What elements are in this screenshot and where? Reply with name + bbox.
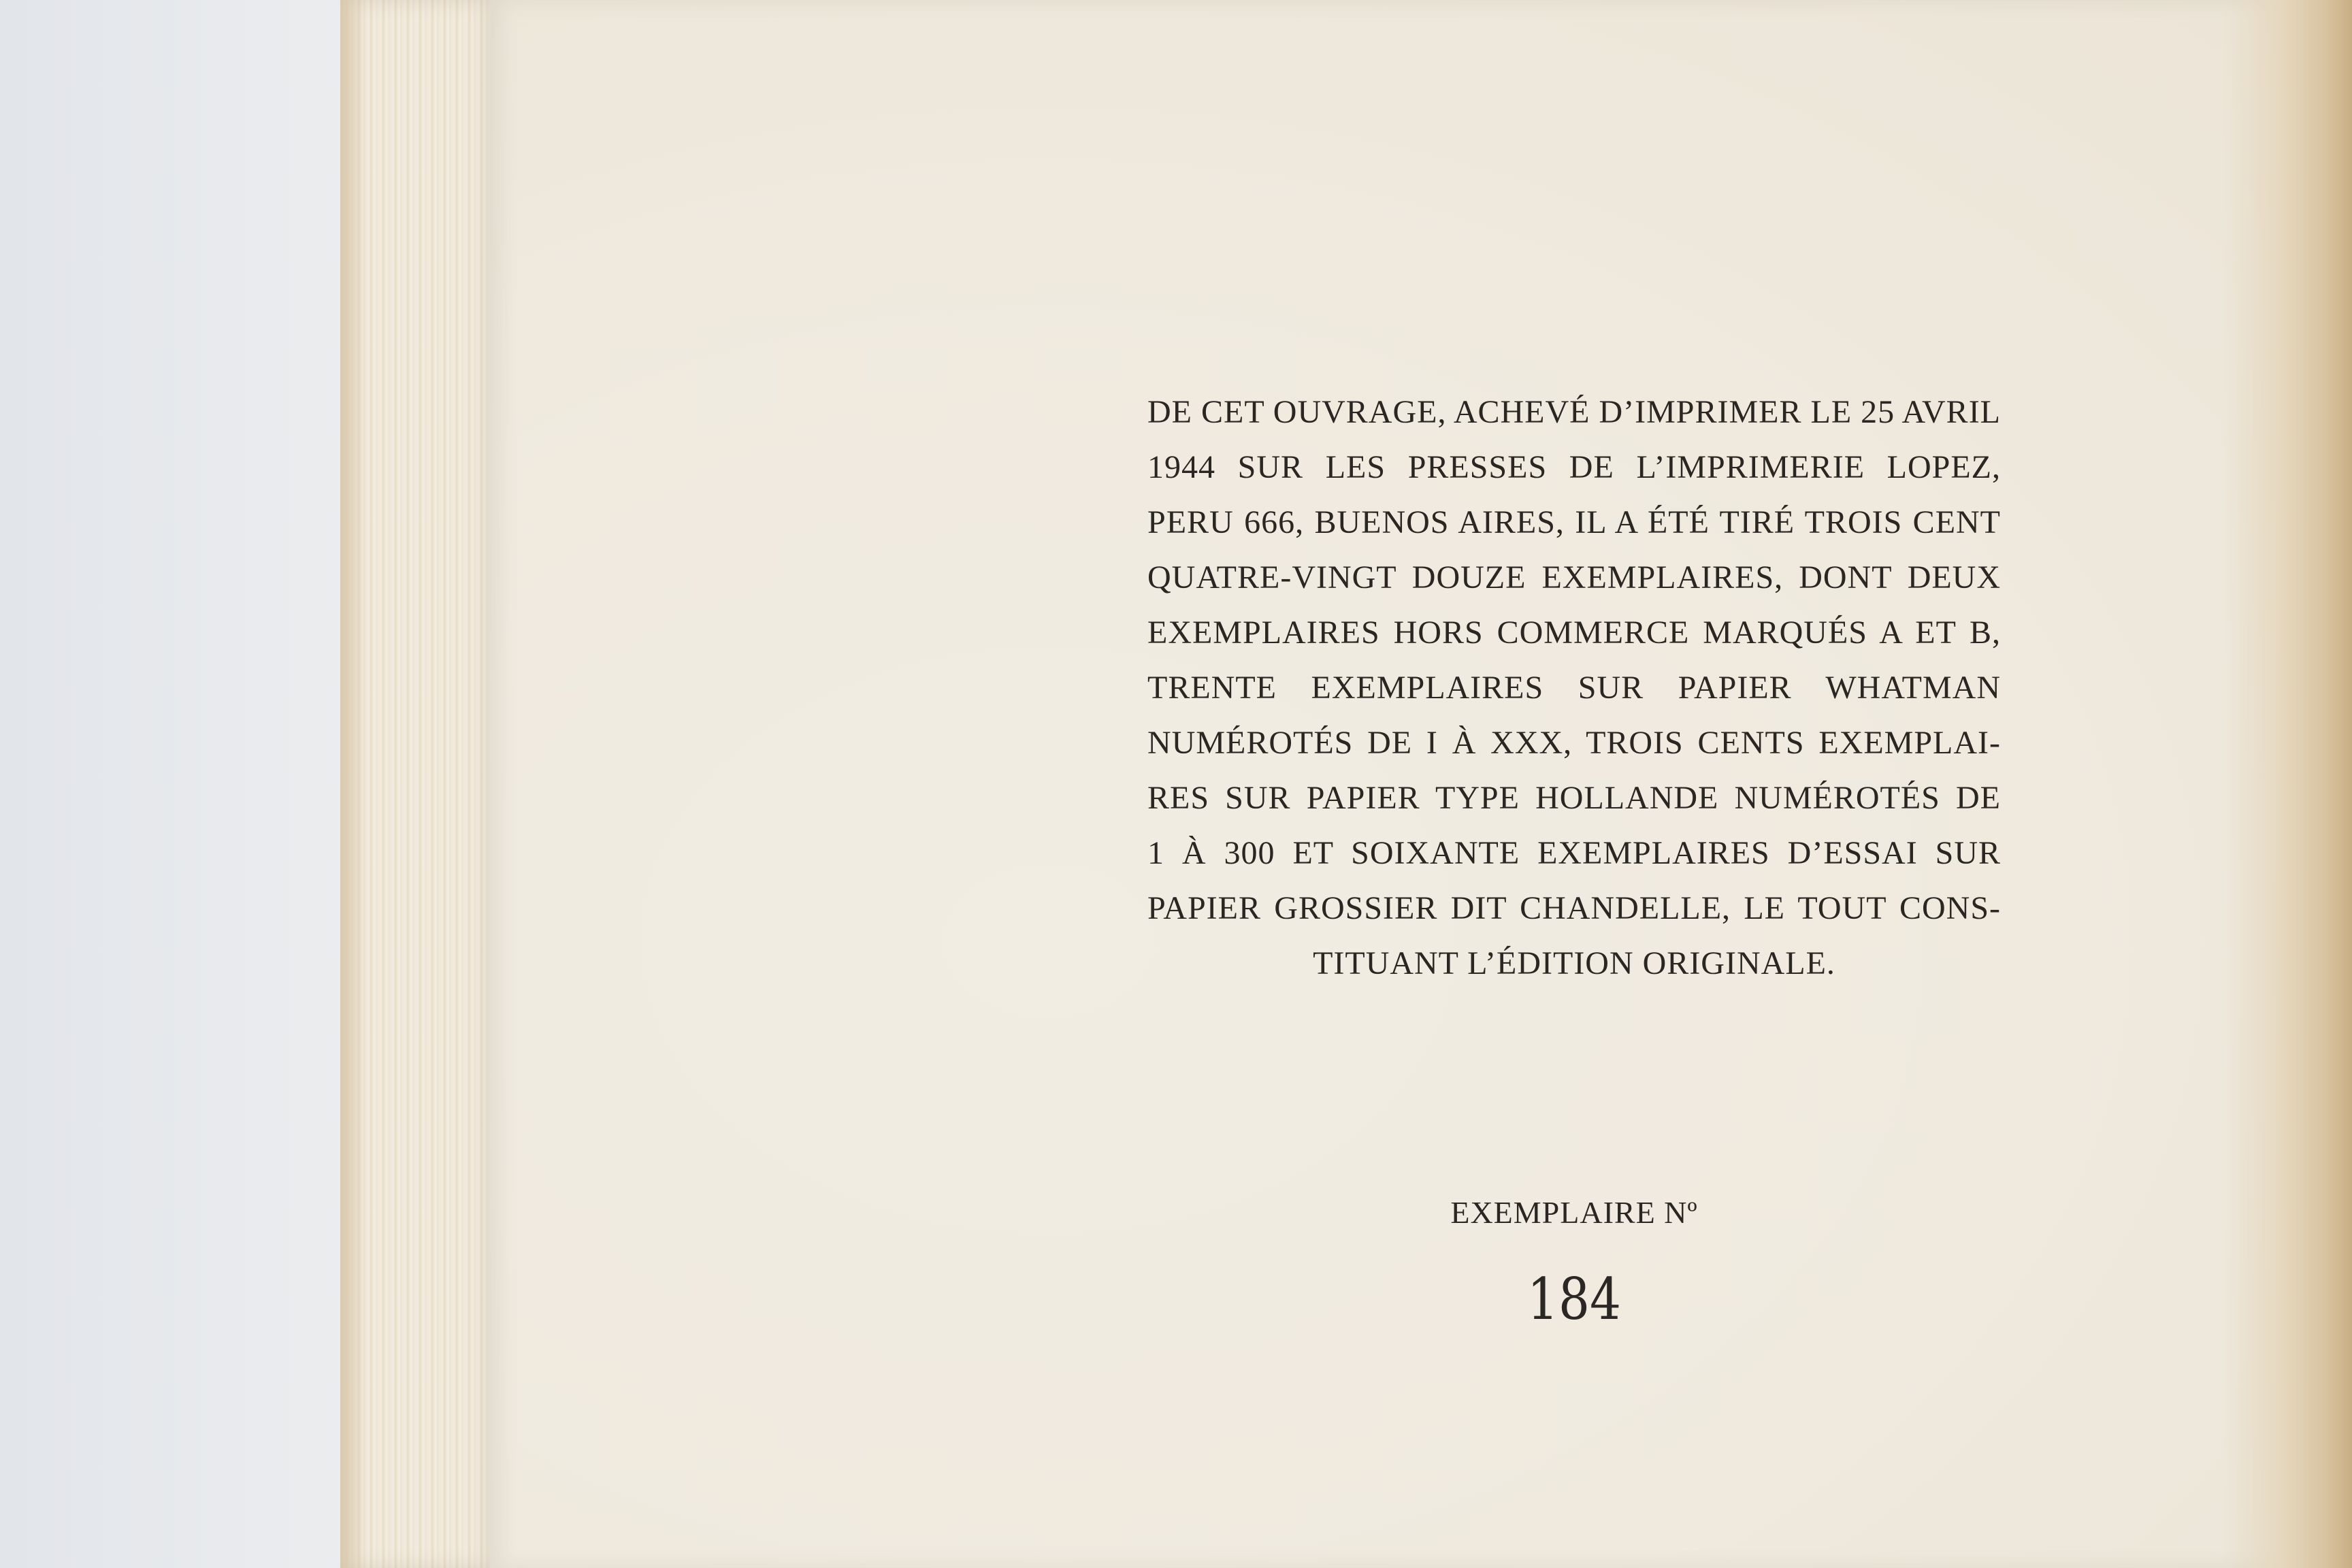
colophon-line: 1 À 300 ET SOIXANTE EXEMPLAIRES D’ESSAI SUR xyxy=(1147,835,2001,871)
page-gutter xyxy=(2223,0,2352,1568)
colophon-line: TRENTE EXEMPLAIRES SUR PAPIER WHATMAN xyxy=(1147,670,2001,706)
colophon-line: TITUANT L’ÉDITION ORIGINALE. xyxy=(1313,945,1835,981)
copy-number-label: EXEMPLAIRE Nº xyxy=(1450,1195,1698,1230)
colophon-line: QUATRE-VINGT DOUZE EXEMPLAIRES, DONT DEUX xyxy=(1147,559,2001,595)
background xyxy=(0,0,381,1568)
colophon-line: PAPIER GROSSIER DIT CHANDELLE, LE TOUT CONS- xyxy=(1147,890,2001,926)
colophon-line: EXEMPLAIRES HORS COMMERCE MARQUÉS A ET B, xyxy=(1147,615,2001,651)
page-edges xyxy=(340,0,497,1568)
colophon-line: RES SUR PAPIER TYPE HOLLANDE NUMÉROTÉS DE xyxy=(1147,780,2001,816)
colophon-line: 1944 SUR LES PRESSES DE L’IMPRIMERIE LOPEZ, xyxy=(1147,449,2001,485)
copy-number: 184 xyxy=(1527,1266,1621,1333)
colophon-line: NUMÉROTÉS DE I À XXX, TROIS CENTS EXEMPLAI- xyxy=(1147,725,2001,761)
colophon-line: DE CET OUVRAGE, ACHEVÉ D’IMPRIMER LE 25 AVRIL xyxy=(1147,394,2001,430)
colophon-line: PERU 666, BUENOS AIRES, IL A ÉTÉ TIRÉ TROIS CENT xyxy=(1147,504,2001,540)
colophon-text xyxy=(1147,385,2001,991)
